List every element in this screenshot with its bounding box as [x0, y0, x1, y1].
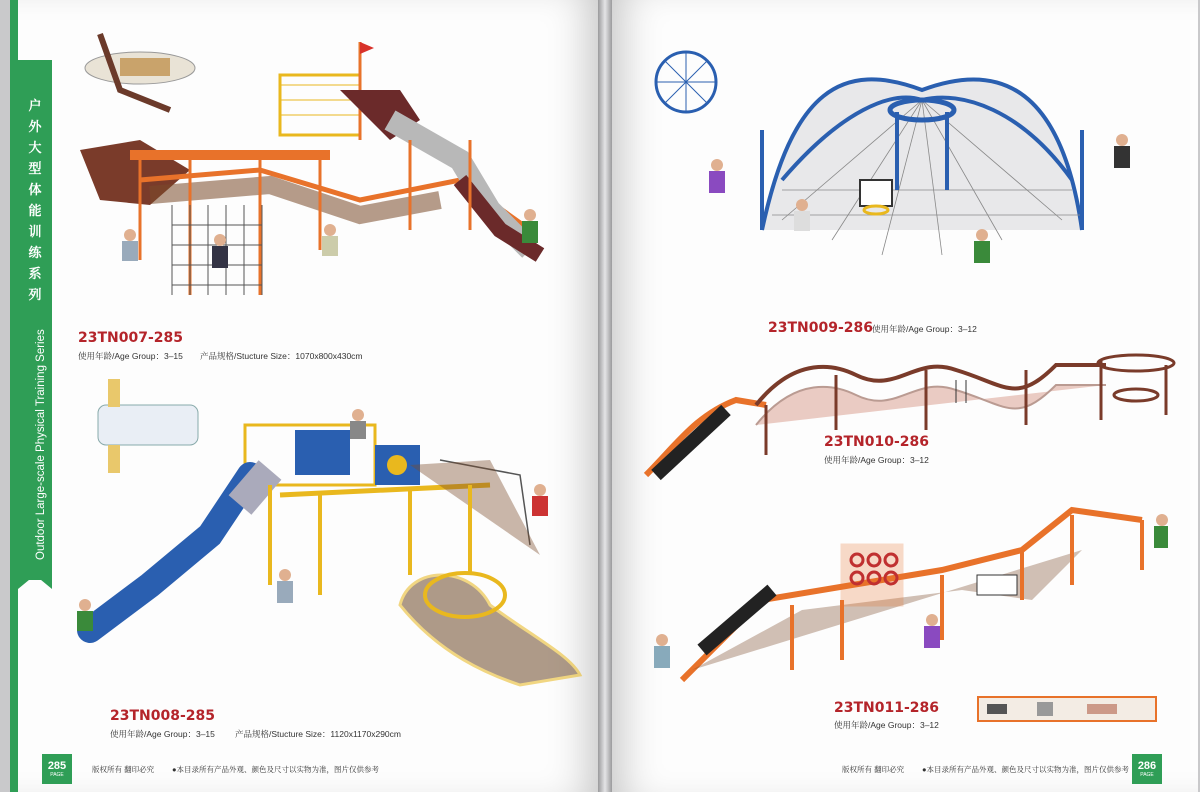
- age-group: 使用年龄/Age Group：3–12: [824, 455, 929, 465]
- product-23tn007-illustration: [60, 30, 560, 310]
- page-label: PAGE: [1140, 772, 1154, 778]
- product-code: 23TN008-285: [110, 708, 216, 724]
- page-number: [42, 754, 72, 784]
- structure-size: 产品规格/Stucture Size：1120x1170x290cm: [235, 729, 401, 739]
- side-label-en: Outdoor Large-scale Physical Training Series: [35, 329, 47, 560]
- product-23tn011-illustration: [642, 490, 1172, 690]
- page-number: [1132, 754, 1162, 784]
- product-23tn009-illustration: [642, 30, 1162, 310]
- footer-copyright: 版权所有 翻印必究: [842, 765, 905, 774]
- product-23tn011-plan-view: [977, 694, 1157, 724]
- page-label: PAGE: [50, 772, 64, 778]
- green-edge: [10, 0, 18, 792]
- structure-size: 产品规格/Stucture Size：1070x800x430cm: [200, 351, 363, 361]
- age-group: 使用年龄/Age Group：3–12: [872, 324, 977, 334]
- page-number-value: 285: [47, 760, 67, 772]
- right-page: [612, 0, 1198, 792]
- footer-note: ●本目录所有产品外观、颜色及尺寸以实物为准，图片仅供参考: [922, 765, 1130, 774]
- footer-note: ●本目录所有产品外观、颜色及尺寸以实物为准，图片仅供参考: [172, 765, 380, 774]
- page-number-value: 286: [1137, 760, 1157, 772]
- product-23tn008-illustration: [50, 375, 590, 695]
- footer-copyright: 版权所有 翻印必究: [92, 765, 155, 774]
- side-band-tail: [18, 575, 52, 589]
- product-23tn010-illustration: [636, 345, 1176, 495]
- age-group: 使用年龄/Age Group：3–15: [78, 351, 183, 361]
- age-group: 使用年龄/Age Group：3–15: [110, 729, 215, 739]
- left-page: [10, 0, 598, 792]
- age-group: 使用年龄/Age Group：3–12: [834, 720, 939, 730]
- side-label-cn: 户外大型体能训练系列: [28, 98, 42, 302]
- book-spine: [598, 0, 612, 792]
- product-code: 23TN011-286: [834, 700, 940, 716]
- product-code: 23TN009-286: [768, 320, 874, 336]
- product-code: 23TN010-286: [824, 434, 930, 450]
- product-code: 23TN007-285: [78, 330, 184, 346]
